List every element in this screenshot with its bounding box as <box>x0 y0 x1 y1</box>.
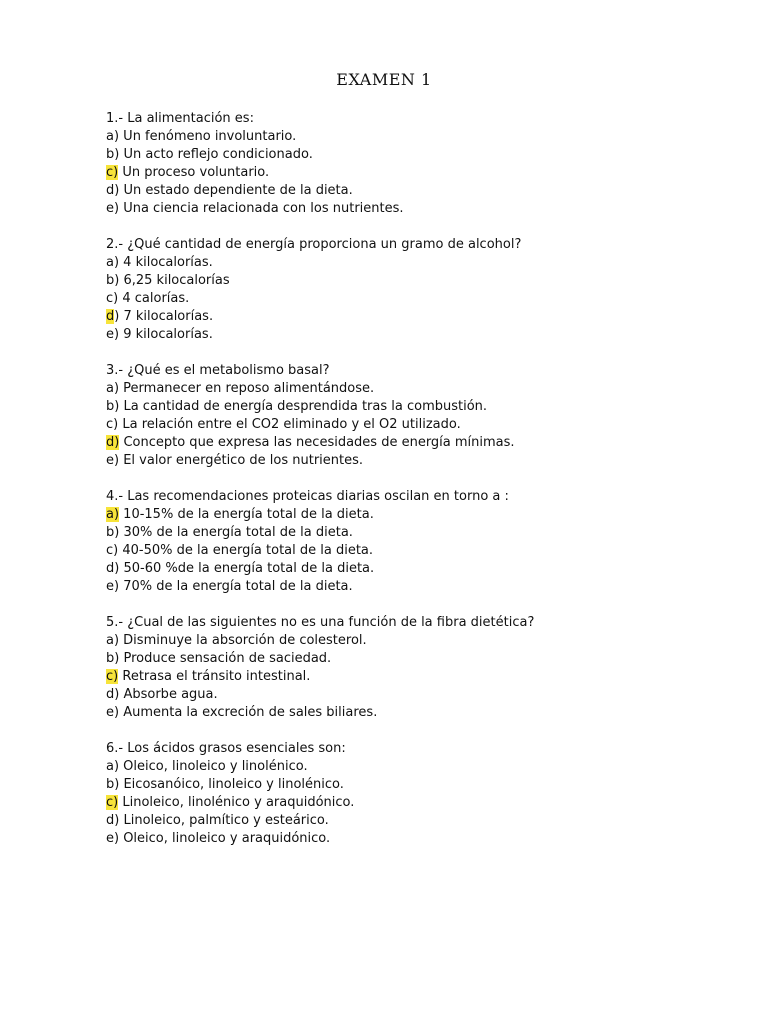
answer-option <box>106 434 746 452</box>
option-letter: d <box>106 183 115 198</box>
answer-option <box>106 560 746 578</box>
highlighted-answer-letter: a) <box>106 507 120 522</box>
option-letter: b <box>106 147 115 162</box>
option-text: ) 4 kilocalorías. <box>113 255 213 270</box>
answer-option <box>106 668 746 686</box>
answer-option <box>106 182 746 200</box>
option-text: ) Oleico, linoleico y linolénico. <box>113 759 308 774</box>
question-6 <box>106 740 746 848</box>
option-letter: c <box>106 417 114 432</box>
option-letter: e <box>106 831 114 846</box>
option-text: Un proceso voluntario. <box>118 165 270 180</box>
question-5 <box>106 614 746 722</box>
question-prompt: 3.- ¿Qué es el metabolismo basal? <box>106 363 330 378</box>
option-letter: e <box>106 705 114 720</box>
answer-option <box>106 542 746 560</box>
option-text: ) Una ciencia relacionada con los nutrientes. <box>114 201 404 216</box>
question-3 <box>106 362 746 470</box>
option-text: ) 30% de la energía total de la dieta. <box>114 525 353 540</box>
answer-option <box>106 254 746 272</box>
option-text: Linoleico, linolénico y araquidónico. <box>118 795 355 810</box>
question-prompt: 6.- Los ácidos grasos esenciales son: <box>106 741 346 756</box>
option-letter: a <box>106 759 114 774</box>
highlighted-answer-letter: c) <box>106 165 119 180</box>
option-text: ) El valor energético de los nutrientes. <box>114 453 364 468</box>
option-letter: a <box>106 633 114 648</box>
answer-option <box>106 578 746 596</box>
highlighted-answer-letter: d) <box>106 435 120 450</box>
option-text: ) Aumenta la excreción de sales biliares. <box>114 705 378 720</box>
option-text: ) Un estado dependiente de la dieta. <box>114 183 353 198</box>
option-letter: a <box>106 381 114 396</box>
question-prompt: 4.- Las recomendaciones proteicas diarias oscilan en torno a : <box>106 489 509 504</box>
option-text: ) Eicosanóico, linoleico y linolénico. <box>114 777 344 792</box>
option-letter: e <box>106 579 114 594</box>
option-text: ) 7 kilocalorías. <box>114 309 214 324</box>
option-text: ) La cantidad de energía desprendida tras la combustión. <box>114 399 488 414</box>
answer-option <box>106 380 746 398</box>
answer-option <box>106 524 746 542</box>
answer-option <box>106 776 746 794</box>
answer-option <box>106 128 746 146</box>
option-letter: b <box>106 399 115 414</box>
answer-option <box>106 146 746 164</box>
answer-option <box>106 830 746 848</box>
option-text: ) 4 calorías. <box>113 291 190 306</box>
option-text: ) 70% de la energía total de la dieta. <box>114 579 353 594</box>
highlighted-answer-letter: c) <box>106 795 119 810</box>
question-prompt: 1.- La alimentación es: <box>106 111 254 126</box>
question-2 <box>106 236 746 344</box>
option-letter: e <box>106 327 114 342</box>
option-letter: b <box>106 273 115 288</box>
answer-option <box>106 290 746 308</box>
option-letter: a <box>106 255 114 270</box>
option-text: ) Absorbe agua. <box>114 687 218 702</box>
question-prompt: 2.- ¿Qué cantidad de energía proporciona un gramo de alcohol? <box>106 237 522 252</box>
option-letter: d <box>106 813 115 828</box>
answer-option <box>106 506 746 524</box>
option-letter: b <box>106 651 115 666</box>
option-text: ) Produce sensación de saciedad. <box>114 651 332 666</box>
answer-option <box>106 812 746 830</box>
option-text: ) Linoleico, palmítico y esteárico. <box>114 813 329 828</box>
answer-option <box>106 686 746 704</box>
answer-option <box>106 794 746 812</box>
answer-option <box>106 650 746 668</box>
highlighted-answer-letter: c) <box>106 669 119 684</box>
option-text: ) Permanecer en reposo alimentándose. <box>113 381 375 396</box>
option-text: ) La relación entre el CO2 eliminado y el O2 utilizado. <box>113 417 461 432</box>
option-text: ) 40-50% de la energía total de la dieta. <box>113 543 374 558</box>
option-letter: c <box>106 291 114 306</box>
option-letter: b <box>106 777 115 792</box>
option-text: ) 9 kilocalorías. <box>114 327 213 342</box>
question-4 <box>106 488 746 596</box>
answer-option <box>106 200 746 218</box>
answer-option <box>106 272 746 290</box>
option-letter: e <box>106 453 114 468</box>
option-text: Concepto que expresa las necesidades de energía mínimas. <box>119 435 515 450</box>
option-letter: e <box>106 201 114 216</box>
answer-option <box>106 398 746 416</box>
option-text: ) Un acto reflejo condicionado. <box>114 147 313 162</box>
option-letter: d <box>106 561 115 576</box>
highlighted-answer-letter: d <box>106 309 115 324</box>
question-1 <box>106 110 746 218</box>
option-text: ) 50-60 %de la energía total de la dieta. <box>114 561 375 576</box>
answer-option <box>106 452 746 470</box>
answer-option <box>106 704 746 722</box>
option-letter: d <box>106 687 115 702</box>
answer-option <box>106 416 746 434</box>
question-prompt: 5.- ¿Cual de las siguientes no es una función de la fibra dietética? <box>106 615 535 630</box>
answer-option <box>106 326 746 344</box>
answer-option <box>106 632 746 650</box>
option-text: ) 6,25 kilocalorías <box>114 273 230 288</box>
page-title: EXAMEN 1 <box>336 70 432 89</box>
option-text: 10-15% de la energía total de la dieta. <box>119 507 374 522</box>
option-text: Retrasa el tránsito intestinal. <box>118 669 311 684</box>
option-letter: c <box>106 543 114 558</box>
option-text: ) Disminuye la absorción de colesterol. <box>113 633 367 648</box>
answer-option <box>106 308 746 326</box>
option-text: ) Oleico, linoleico y araquidónico. <box>114 831 331 846</box>
option-letter: b <box>106 525 115 540</box>
question-list <box>106 110 746 866</box>
option-text: ) Un fenómeno involuntario. <box>113 129 297 144</box>
answer-option <box>106 164 746 182</box>
option-letter: a <box>106 129 114 144</box>
answer-option <box>106 758 746 776</box>
